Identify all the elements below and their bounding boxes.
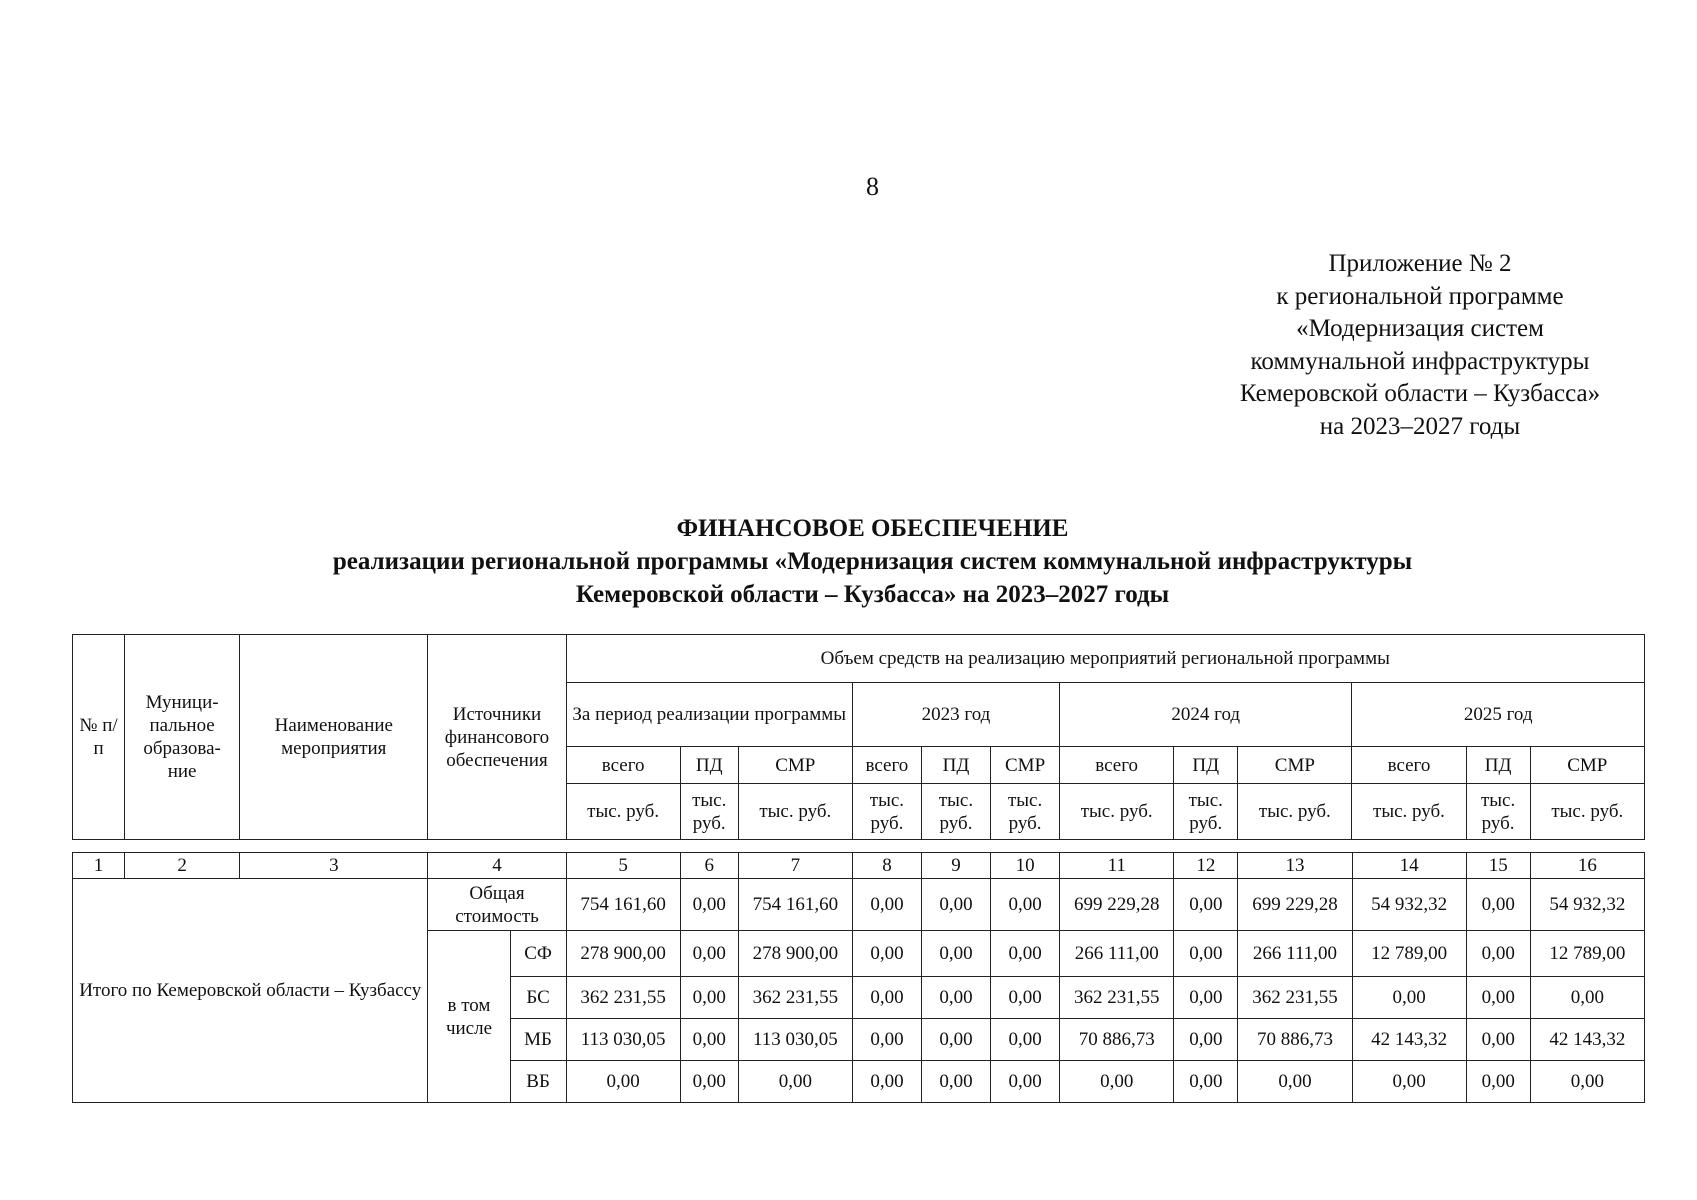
- value-cell: 0,00: [1466, 931, 1530, 977]
- value-cell: 266 111,00: [1060, 931, 1174, 977]
- value-cell: 0,00: [1530, 977, 1644, 1019]
- value-cell: 699 229,28: [1060, 879, 1174, 931]
- sub-header-pd: ПД: [1466, 747, 1530, 784]
- header-sources: Источники финансового обеспечения: [428, 635, 566, 840]
- financing-table-body: [72, 852, 1645, 1103]
- source-label: ВБ: [510, 1061, 566, 1103]
- column-number: 5: [566, 853, 680, 879]
- column-number: 6: [680, 853, 738, 879]
- unit-label: тыс. руб.: [1466, 784, 1530, 840]
- value-cell: 0,00: [922, 931, 991, 977]
- sub-header-smr: СМР: [991, 747, 1060, 784]
- column-number: 4: [428, 853, 566, 879]
- appendix-note: [1170, 248, 1670, 443]
- sub-header-smr: СМР: [1238, 747, 1352, 784]
- value-cell: 0,00: [852, 977, 921, 1019]
- source-label: МБ: [510, 1019, 566, 1061]
- column-number: 1: [73, 853, 125, 879]
- sub-header-smr: СМР: [1530, 747, 1644, 784]
- header-municipality: Муници-пальное образова-ние: [125, 635, 240, 840]
- value-cell: 54 932,32: [1352, 879, 1466, 931]
- in-total-label: в том числе: [428, 931, 510, 1103]
- column-number: 10: [991, 853, 1060, 879]
- value-cell: 0,00: [1060, 1061, 1174, 1103]
- page-number: 8: [866, 172, 879, 201]
- unit-label: тыс. руб.: [566, 784, 680, 840]
- value-cell: 0,00: [1174, 1061, 1238, 1103]
- value-cell: 0,00: [566, 1061, 680, 1103]
- value-cell: 0,00: [922, 879, 991, 931]
- value-cell: 70 886,73: [1060, 1019, 1174, 1061]
- value-cell: 0,00: [680, 1061, 738, 1103]
- unit-label: тыс. руб.: [1060, 784, 1174, 840]
- sub-header-total: всего: [852, 747, 921, 784]
- value-cell: 0,00: [852, 1019, 921, 1061]
- value-cell: 0,00: [738, 1061, 852, 1103]
- column-number: 13: [1238, 853, 1352, 879]
- value-cell: 0,00: [680, 879, 738, 931]
- value-cell: 0,00: [1352, 977, 1466, 1019]
- sub-header-pd: ПД: [921, 747, 990, 784]
- column-number: 11: [1060, 853, 1174, 879]
- value-cell: 0,00: [1352, 1061, 1466, 1103]
- value-cell: 278 900,00: [566, 931, 680, 977]
- sub-header-pd: ПД: [1174, 747, 1238, 784]
- column-number: 3: [240, 853, 428, 879]
- value-cell: 0,00: [1174, 931, 1238, 977]
- column-number: 16: [1530, 853, 1644, 879]
- period-header: 2025 год: [1352, 683, 1645, 747]
- value-cell: 0,00: [1466, 977, 1530, 1019]
- unit-label: тыс. руб.: [680, 784, 738, 840]
- value-cell: 113 030,05: [566, 1019, 680, 1061]
- period-header: 2023 год: [852, 683, 1059, 747]
- value-cell: 12 789,00: [1352, 931, 1466, 977]
- unit-label: тыс. руб.: [738, 784, 852, 840]
- column-number: 14: [1352, 853, 1466, 879]
- value-cell: 70 886,73: [1238, 1019, 1352, 1061]
- unit-label: тыс. руб.: [1530, 784, 1644, 840]
- value-cell: 754 161,60: [566, 879, 680, 931]
- value-cell: 754 161,60: [738, 879, 852, 931]
- column-number: 7: [738, 853, 852, 879]
- value-cell: 362 231,55: [738, 977, 852, 1019]
- period-header: 2024 год: [1060, 683, 1352, 747]
- unit-label: тыс. руб.: [921, 784, 990, 840]
- value-cell: 54 932,32: [1530, 879, 1644, 931]
- value-cell: 362 231,55: [1238, 977, 1352, 1019]
- value-cell: 42 143,32: [1530, 1019, 1644, 1061]
- period-header: За период реализации программы: [566, 683, 852, 747]
- value-cell: 0,00: [1466, 1061, 1530, 1103]
- value-cell: 0,00: [852, 931, 921, 977]
- value-cell: 0,00: [1238, 1061, 1352, 1103]
- value-cell: 362 231,55: [566, 977, 680, 1019]
- value-cell: 113 030,05: [738, 1019, 852, 1061]
- value-cell: 0,00: [680, 977, 738, 1019]
- unit-label: тыс. руб.: [1174, 784, 1238, 840]
- title-line: Кемеровской области – Кузбасса» на 2023–2027 годы: [575, 581, 1170, 608]
- value-cell: 0,00: [922, 1061, 991, 1103]
- source-label: БС: [510, 977, 566, 1019]
- sub-header-pd: ПД: [680, 747, 738, 784]
- column-number: 12: [1174, 853, 1238, 879]
- value-cell: 0,00: [1466, 1019, 1530, 1061]
- sub-header-total: всего: [566, 747, 680, 784]
- value-cell: 278 900,00: [738, 931, 852, 977]
- column-number-row: [73, 853, 1645, 879]
- value-cell: 0,00: [852, 879, 921, 931]
- appendix-line: к региональной программе: [1276, 282, 1564, 310]
- value-cell: 362 231,55: [1060, 977, 1174, 1019]
- value-cell: 12 789,00: [1530, 931, 1644, 977]
- unit-label: тыс. руб.: [1352, 784, 1466, 840]
- value-cell: 0,00: [922, 1019, 991, 1061]
- appendix-line: «Модернизация систем: [1296, 315, 1544, 342]
- appendix-line: коммунальной инфраструктуры: [1250, 347, 1590, 375]
- value-cell: 0,00: [991, 1061, 1060, 1103]
- unit-label: тыс. руб.: [1238, 784, 1352, 840]
- value-cell: 0,00: [991, 931, 1060, 977]
- financing-table-header: [72, 634, 1645, 840]
- value-cell: 699 229,28: [1238, 879, 1352, 931]
- appendix-line: Кемеровской области – Кузбасса»: [1239, 380, 1601, 407]
- total-label: Итого по Кемеровской области – Кузбассу: [73, 879, 428, 1103]
- sub-header-smr: СМР: [738, 747, 852, 784]
- value-cell: 266 111,00: [1238, 931, 1352, 977]
- sub-header-total: всего: [1352, 747, 1466, 784]
- document-title: [0, 512, 1697, 611]
- value-cell: 0,00: [1174, 879, 1238, 931]
- value-cell: 0,00: [1174, 977, 1238, 1019]
- header-volume: Объем средств на реализацию мероприятий региональной программы: [566, 635, 1644, 683]
- appendix-line: Приложение № 2: [1328, 250, 1512, 277]
- value-cell: 0,00: [991, 977, 1060, 1019]
- source-label: СФ: [510, 931, 566, 977]
- unit-label: тыс. руб.: [852, 784, 921, 840]
- unit-label: тыс. руб.: [991, 784, 1060, 840]
- value-cell: 0,00: [852, 1061, 921, 1103]
- value-cell: 0,00: [922, 977, 991, 1019]
- value-cell: 0,00: [680, 931, 738, 977]
- column-number: 2: [125, 853, 240, 879]
- title-line: реализации региональной программы «Модернизация систем коммунальной инфраструктуры: [332, 548, 1413, 575]
- header-num: № п/п: [73, 635, 125, 840]
- value-cell: 0,00: [991, 1019, 1060, 1061]
- header-measure: Наименование мероприятия: [240, 635, 428, 840]
- value-cell: 42 143,32: [1352, 1019, 1466, 1061]
- column-number: 9: [922, 853, 991, 879]
- value-cell: 0,00: [1174, 1019, 1238, 1061]
- source-label: Общая стоимость: [428, 879, 566, 931]
- value-cell: 0,00: [680, 1019, 738, 1061]
- sub-header-total: всего: [1060, 747, 1174, 784]
- column-number: 15: [1466, 853, 1530, 879]
- value-cell: 0,00: [1530, 1061, 1644, 1103]
- appendix-line: на 2023–2027 годы: [1319, 412, 1521, 440]
- value-cell: 0,00: [991, 879, 1060, 931]
- value-cell: 0,00: [1466, 879, 1530, 931]
- column-number: 8: [852, 853, 921, 879]
- table-row: [73, 879, 1645, 931]
- title-line: ФИНАНСОВОЕ ОБЕСПЕЧЕНИЕ: [676, 515, 1069, 542]
